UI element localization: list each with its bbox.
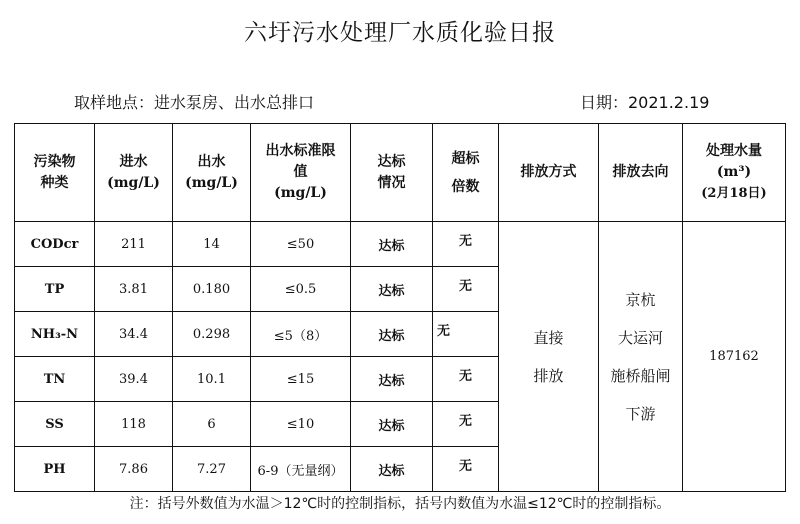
- table-row: [15, 222, 786, 267]
- effluent-cell: 14: [173, 222, 251, 267]
- exceed-cell: 无: [433, 312, 499, 357]
- discharge-method-cell: [499, 222, 599, 492]
- header-exceed: 超标倍数: [433, 124, 499, 222]
- influent-cell: 118: [95, 402, 173, 447]
- status-cell: 达标: [351, 267, 433, 312]
- pollutant-cell: TP: [15, 267, 95, 312]
- discharge-dest-line: 施桥船闸: [610, 366, 671, 385]
- pollutant-cell: PH: [15, 447, 95, 492]
- pollutant-cell: CODcr: [15, 222, 95, 267]
- status-cell: 达标: [351, 357, 433, 402]
- discharge-method-line: 排放: [533, 366, 564, 385]
- status-cell: 达标: [351, 222, 433, 267]
- report-title: 六圩污水处理厂水质化验日报: [244, 20, 556, 46]
- footnote: 注：括号外数值为水温＞12℃时的控制指标，括号内数值为水温≤12℃时的控制指标。: [129, 496, 671, 512]
- influent-cell: 211: [95, 222, 173, 267]
- limit-cell: ≤5（8）: [251, 312, 351, 357]
- effluent-cell: 10.1: [173, 357, 251, 402]
- limit-cell: ≤50: [251, 222, 351, 267]
- limit-cell: ≤15: [251, 357, 351, 402]
- pollutant-cell: NH₃-N: [15, 312, 95, 357]
- limit-cell: ≤10: [251, 402, 351, 447]
- pollutant-cell: TN: [15, 357, 95, 402]
- effluent-cell: 6: [173, 402, 251, 447]
- water-quality-table: [14, 123, 786, 492]
- header-effluent: 出水 (mg/L): [173, 124, 251, 222]
- influent-cell: 3.81: [95, 267, 173, 312]
- status-cell: 达标: [351, 402, 433, 447]
- status-cell: 达标: [351, 312, 433, 357]
- influent-cell: 39.4: [95, 357, 173, 402]
- sampling-location: 取样地点：进水泵房、出水总排口: [74, 93, 315, 112]
- effluent-cell: 0.180: [173, 267, 251, 312]
- pollutant-cell: SS: [15, 402, 95, 447]
- effluent-cell: 0.298: [173, 312, 251, 357]
- exceed-cell: 无: [433, 402, 499, 447]
- discharge-method-line: 直接: [533, 328, 564, 347]
- header-influent: 进水 (mg/L): [95, 124, 173, 222]
- exceed-cell: 无: [433, 222, 499, 267]
- header-pollutant: 污染物种类: [15, 124, 95, 222]
- header-row: [15, 124, 786, 222]
- header-volume: 处理水量 (m³) (2月18日): [683, 124, 786, 222]
- exceed-cell: 无: [433, 447, 499, 492]
- discharge-dest-cell: [599, 222, 683, 492]
- influent-cell: 34.4: [95, 312, 173, 357]
- discharge-dest-line: 大运河: [617, 328, 663, 347]
- status-cell: 达标: [351, 447, 433, 492]
- discharge-dest-line: 京杭: [625, 290, 656, 309]
- discharge-dest-line: 下游: [625, 404, 656, 423]
- influent-cell: 7.86: [95, 447, 173, 492]
- header-status: 达标情况: [351, 124, 433, 222]
- limit-cell: ≤0.5: [251, 267, 351, 312]
- effluent-cell: 7.27: [173, 447, 251, 492]
- header-discharge-dest: 排放去向: [599, 124, 683, 222]
- report-date: 日期：2021.2.19: [580, 93, 710, 112]
- exceed-cell: 无: [433, 267, 499, 312]
- volume-cell: 187162: [683, 222, 786, 492]
- exceed-cell: 无: [433, 357, 499, 402]
- header-discharge-method: 排放方式: [499, 124, 599, 222]
- limit-cell: 6-9（无量纲）: [251, 447, 351, 492]
- header-limit: 出水标准限值 (mg/L): [251, 124, 351, 222]
